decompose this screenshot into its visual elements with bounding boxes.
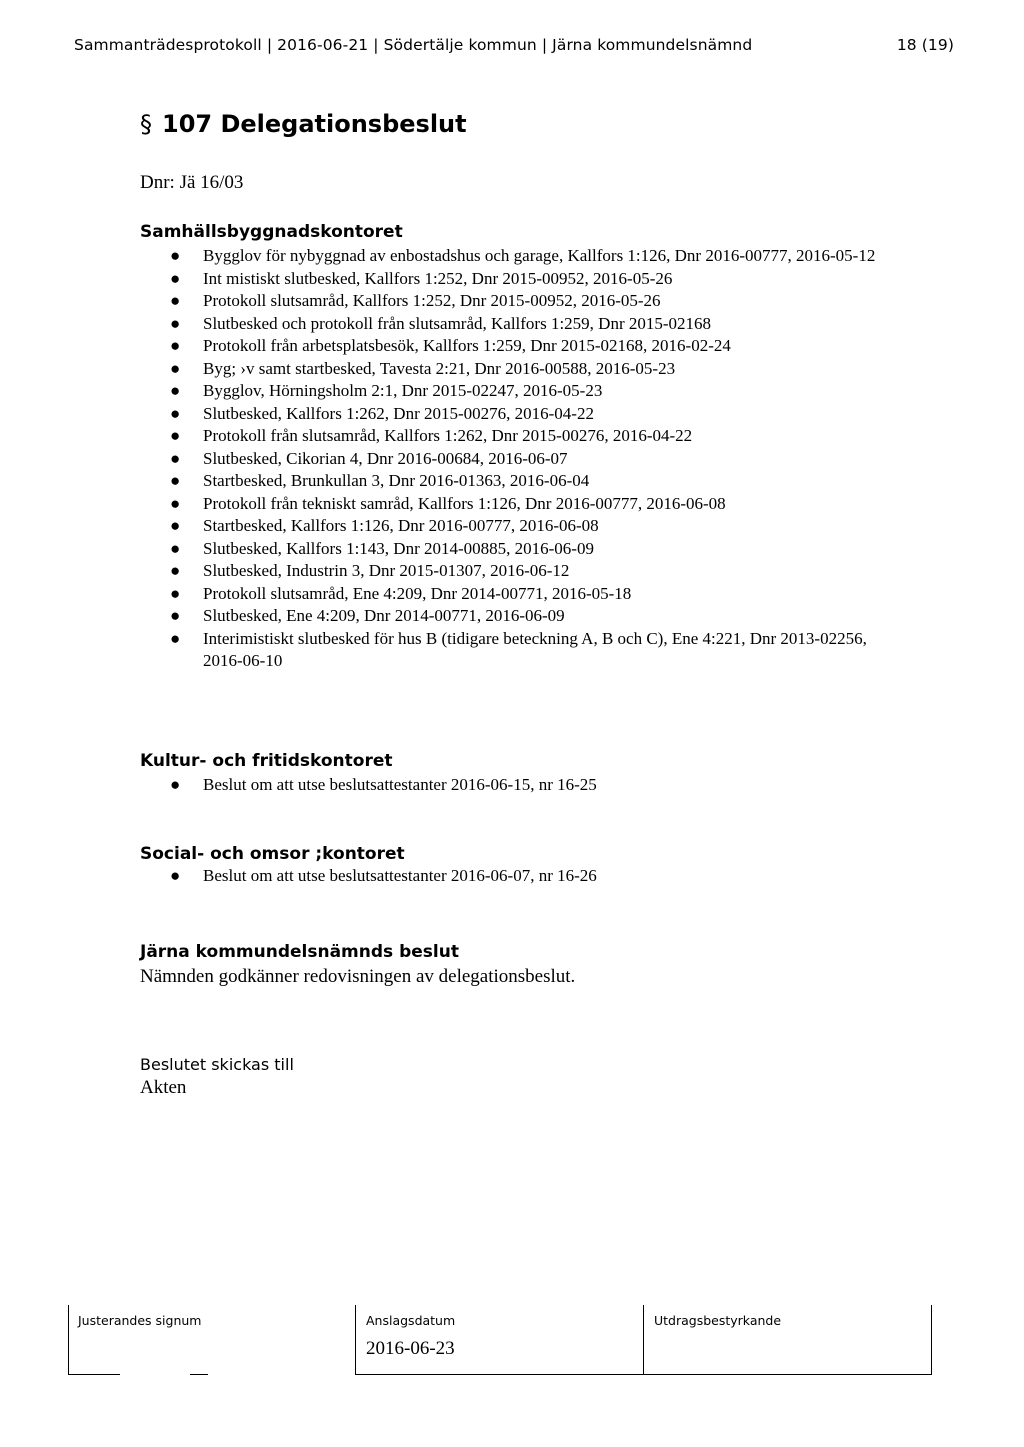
bullet-icon: ● <box>170 493 181 513</box>
list-item <box>140 515 900 538</box>
list-item-text: Int mistiskt slutbesked, Kallfors 1:252, Dnr 2015-00952, 2016-05-26 <box>203 268 673 288</box>
sent-to-label: Beslutet skickas till <box>140 1055 294 1074</box>
heading-kultur-fritidskontoret: Kultur- och fritidskontoret <box>140 751 393 771</box>
list-item <box>140 425 900 448</box>
heading-decision: Järna kommundelsnämnds beslut <box>140 942 459 962</box>
bullet-icon: ● <box>170 291 181 310</box>
bullet-icon: ● <box>170 381 181 400</box>
footer-divider <box>355 1305 356 1375</box>
list-social-omsorgskontoret <box>140 865 900 888</box>
list-item <box>140 470 900 493</box>
bullet-icon: ● <box>170 471 181 490</box>
bullet-icon: ● <box>170 775 181 794</box>
bullet-icon: ● <box>170 561 181 580</box>
anslagsdatum-value: 2016-06-23 <box>366 1338 455 1359</box>
section-mark: § <box>140 110 152 138</box>
footer-divider <box>68 1305 69 1375</box>
page-header <box>74 36 954 54</box>
list-item <box>140 560 900 583</box>
bullet-icon: ● <box>170 358 181 378</box>
dnr-reference: Dnr: Jä 16/03 <box>140 172 244 193</box>
list-item-text: Startbesked, Kallfors 1:126, Dnr 2016-00777, 2016-06-08 <box>203 516 599 535</box>
list-item-text: Beslut om att utse beslutsattestanter 2016-06-07, nr 16-26 <box>203 866 597 885</box>
justerandes-signum-label: Justerandes signum <box>78 1313 202 1328</box>
bullet-icon: ● <box>170 403 181 423</box>
list-item-text: Protokoll från tekniskt samråd, Kallfors 1:126, Dnr 2016-00777, 2016-06-08 <box>203 493 726 513</box>
list-item <box>140 605 900 628</box>
list-item-text: Protokoll slutsamråd, Kallfors 1:252, Dnr 2015-00952, 2016-05-26 <box>203 291 661 310</box>
list-item <box>140 448 900 471</box>
list-item <box>140 538 900 561</box>
list-item <box>140 358 900 381</box>
utdragsbestyrkande-label: Utdragsbestyrkande <box>654 1313 782 1328</box>
footer-divider <box>643 1305 644 1375</box>
bullet-icon: ● <box>170 606 181 625</box>
bullet-icon: ● <box>170 583 181 603</box>
list-item <box>140 583 900 606</box>
bullet-icon: ● <box>170 246 181 265</box>
list-item-text: Protokoll från slutsamråd, Kallfors 1:262, Dnr 2015-00276, 2016-04-22 <box>203 426 693 445</box>
list-item-text: Startbesked, Brunkullan 3, Dnr 2016-01363, 2016-06-04 <box>203 471 590 490</box>
list-item <box>140 335 900 358</box>
list-item-text: Slutbesked, Cikorian 4, Dnr 2016-00684, 2016-06-07 <box>203 448 568 468</box>
list-item-text: Beslut om att utse beslutsattestanter 2016-06-15, nr 16-25 <box>203 775 597 794</box>
list-item-text: Slutbesked, Industrin 3, Dnr 2015-01307, 2016-06-12 <box>203 561 570 580</box>
bullet-icon: ● <box>170 313 181 333</box>
footer-underline <box>68 1374 120 1375</box>
list-item-text: Protokoll från arbetsplatsbesök, Kallfors 1:259, Dnr 2015-02168, 2016-02-24 <box>203 336 731 355</box>
bullet-icon: ● <box>170 628 181 648</box>
heading-social-omsorgskontoret: Social- och omsor ;kontoret <box>140 844 405 864</box>
list-item <box>140 865 900 888</box>
section-title <box>140 110 467 138</box>
list-item-text: Bygglov för nybyggnad av enbostadshus och garage, Kallfors 1:126, Dnr 2016-00777, 2016-05-12 <box>203 246 876 265</box>
list-kultur-fritidskontoret <box>140 774 900 797</box>
list-item-text: Slutbesked, Ene 4:209, Dnr 2014-00771, 2016-06-09 <box>203 606 565 625</box>
list-item <box>140 268 900 291</box>
bullet-icon: ● <box>170 448 181 468</box>
page-number: 18 (19) <box>896 36 954 54</box>
list-item-text: Byg; ›v samt startbesked, Tavesta 2:21, Dnr 2016-00588, 2016-05-23 <box>203 358 676 378</box>
list-item <box>140 380 900 403</box>
anslagsdatum-label: Anslagsdatum <box>366 1313 456 1328</box>
list-item <box>140 290 900 313</box>
title-text: 107 Delegationsbeslut <box>162 110 467 138</box>
bullet-icon: ● <box>170 538 181 558</box>
list-samhallsbyggnadskontoret <box>140 245 900 673</box>
list-item-text: Slutbesked, Kallfors 1:262, Dnr 2015-00276, 2016-04-22 <box>203 403 594 423</box>
list-item-text: Slutbesked, Kallfors 1:143, Dnr 2014-00885, 2016-06-09 <box>203 538 594 558</box>
bullet-icon: ● <box>170 268 181 288</box>
list-item <box>140 245 900 268</box>
heading-samhallsbyggnadskontoret: Samhällsbyggnadskontoret <box>140 222 403 242</box>
footer-divider <box>931 1305 932 1375</box>
list-item <box>140 628 900 673</box>
list-item <box>140 313 900 336</box>
list-item <box>140 774 900 797</box>
sent-to-value: Akten <box>140 1077 187 1098</box>
header-text: Sammanträdesprotokoll | 2016-06-21 | Södertälje kommun | Järna kommundelsnämnd <box>74 36 753 54</box>
list-item-text: Protokoll slutsamråd, Ene 4:209, Dnr 2014-00771, 2016-05-18 <box>203 583 632 603</box>
decision-text: Nämnden godkänner redovisningen av delegationsbeslut. <box>140 966 576 987</box>
list-item-text: Interimistiskt slutbesked för hus B (tidigare beteckning A, B och C), Ene 4:221, Dnr 2013-02256, 2016-06-10 <box>203 628 867 670</box>
list-item-text: Slutbesked och protokoll från slutsamråd, Kallfors 1:259, Dnr 2015-02168 <box>203 313 712 333</box>
list-item <box>140 493 900 516</box>
bullet-icon: ● <box>170 426 181 445</box>
signature-footer <box>68 1305 932 1375</box>
list-item-text: Bygglov, Hörningsholm 2:1, Dnr 2015-02247, 2016-05-23 <box>203 381 603 400</box>
bullet-icon: ● <box>170 336 181 355</box>
list-item <box>140 403 900 426</box>
footer-underline <box>190 1374 208 1375</box>
bullet-icon: ● <box>170 516 181 535</box>
bullet-icon: ● <box>170 866 181 885</box>
footer-underline <box>355 1374 932 1375</box>
